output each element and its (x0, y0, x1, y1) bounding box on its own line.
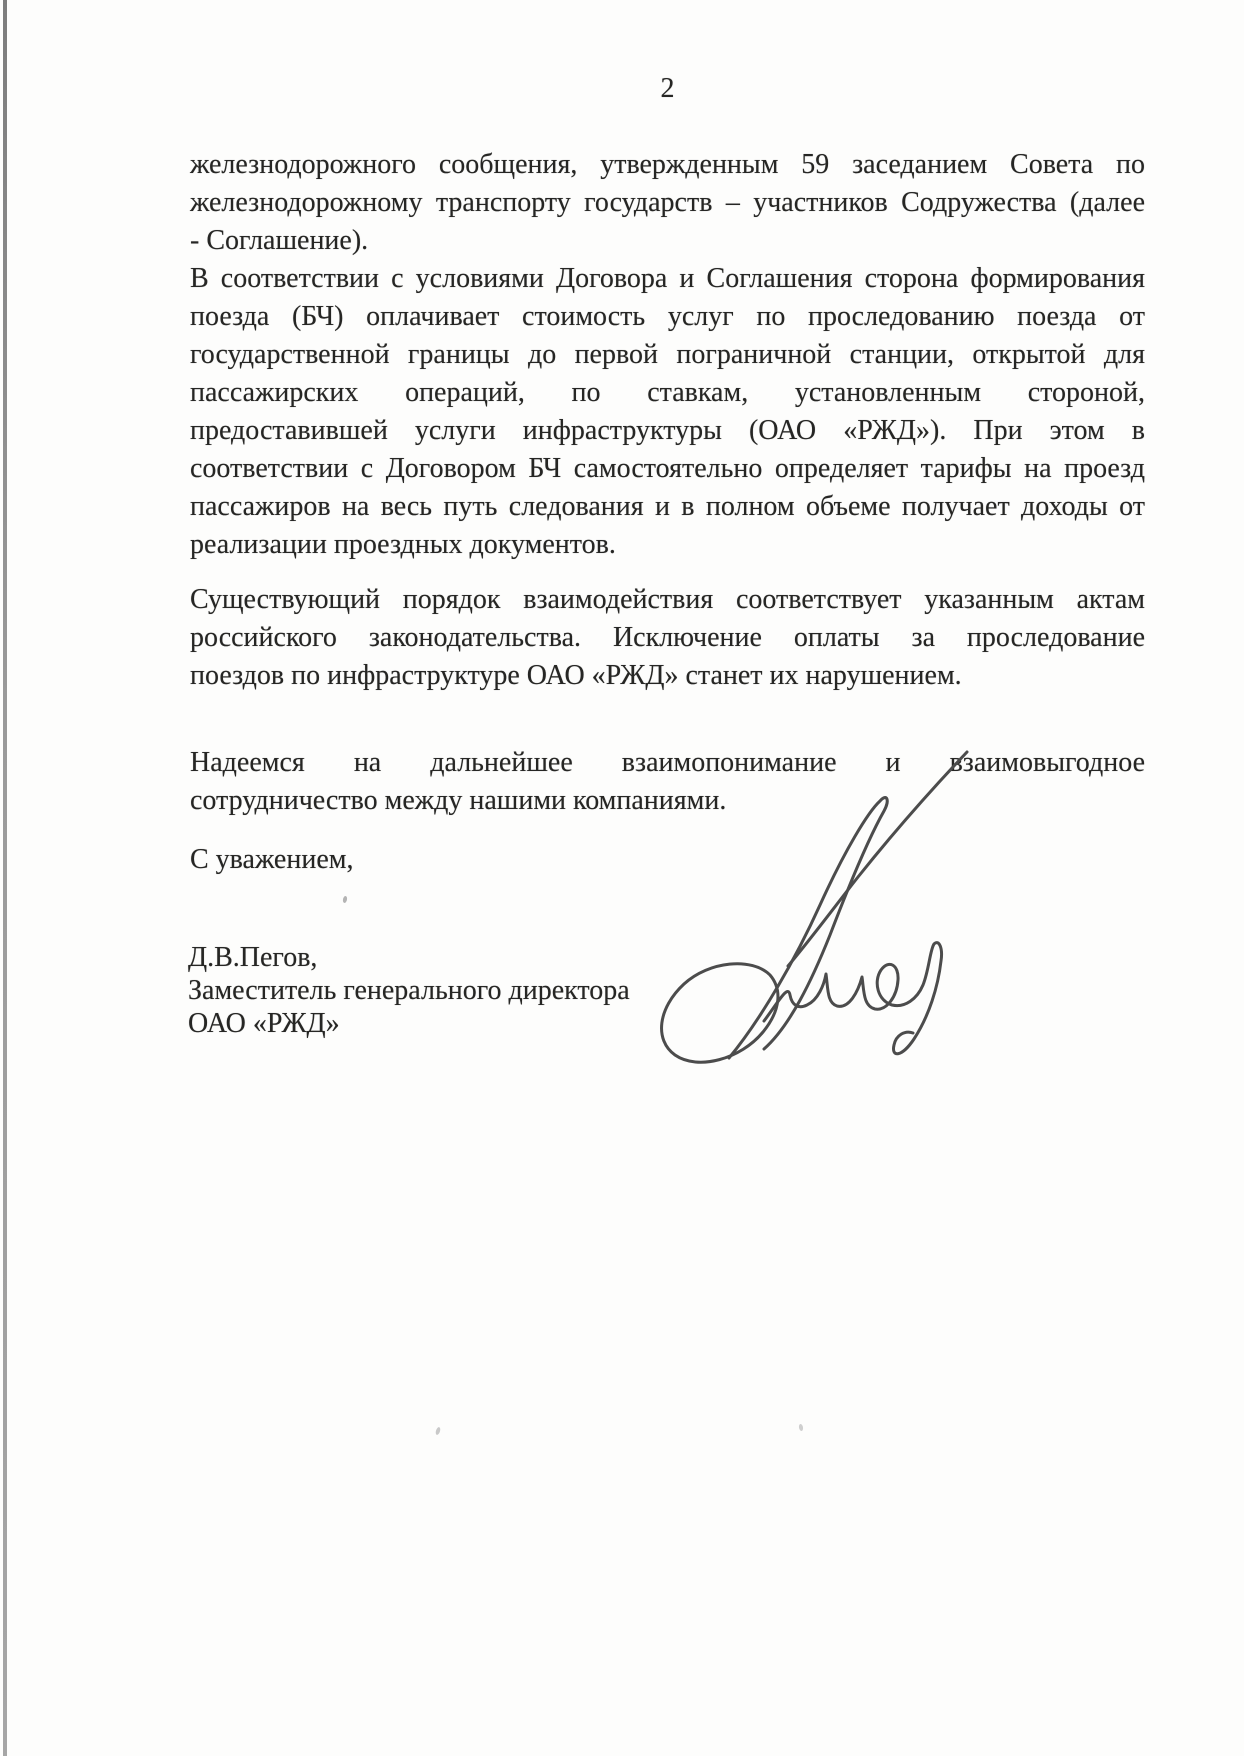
scan-edge-artifact (3, 0, 7, 1756)
text-line: железнодорожному транспорту государств – участников Содружества (далее (190, 187, 1145, 218)
text-line: Надеемся на дальнейшее взаимопонимание и взаимовыгодное (190, 747, 1145, 778)
text-line: государственной границы до первой пограничной станции, открытой для (190, 339, 1145, 370)
scan-speck (342, 896, 347, 904)
page-number: 2 (660, 73, 675, 104)
text-line: железнодорожного сообщения, утвержденным 59 заседанием Совета по (190, 149, 1145, 180)
text-line: предоставившей услуги инфраструктуры (ОАО «РЖД»). При этом в (190, 415, 1145, 446)
paragraph (190, 146, 1145, 260)
signer-name: Д.В.Пегов, (188, 942, 318, 973)
scan-speck (798, 1424, 803, 1432)
text-line: поезда (БЧ) оплачивает стоимость услуг по проследованию поезда от (190, 301, 1145, 332)
text-line: сотрудничество между нашими компаниями. (190, 785, 727, 816)
signer-title-line: Заместитель генерального директора (188, 975, 630, 1006)
signature-spike-loop (729, 798, 887, 1058)
scan-speck (435, 1427, 441, 1436)
text-line: поездов по инфраструктуре ОАО «РЖД» станет их нарушением. (190, 660, 962, 691)
signature-cursive-letters (764, 943, 942, 1054)
text-line: Существующий порядок взаимодействия соответствует указанным актам (190, 584, 1145, 615)
handwritten-signature (590, 640, 990, 1090)
signer-title-line: ОАО «РЖД» (188, 1008, 340, 1039)
text-line: реализации проездных документов. (190, 529, 616, 560)
text-line: пассажиров на весь путь следования и в полном объеме получает доходы от (190, 491, 1145, 522)
paragraph (190, 260, 1145, 564)
text-line: пассажирских операций, по ставкам, установленным стороной, (190, 377, 1145, 408)
text-line: В соответствии с условиями Договора и Соглашения сторона формирования (190, 263, 1145, 294)
text-line: - Соглашение). (190, 225, 369, 256)
closing-salutation: С уважением, (190, 844, 354, 875)
text-line: российского законодательства. Исключение оплаты за проследование (190, 622, 1145, 653)
signature-diagonal-stroke (788, 752, 967, 966)
text-line: соответствии с Договором БЧ самостоятельно определяет тарифы на проезд (190, 453, 1145, 484)
